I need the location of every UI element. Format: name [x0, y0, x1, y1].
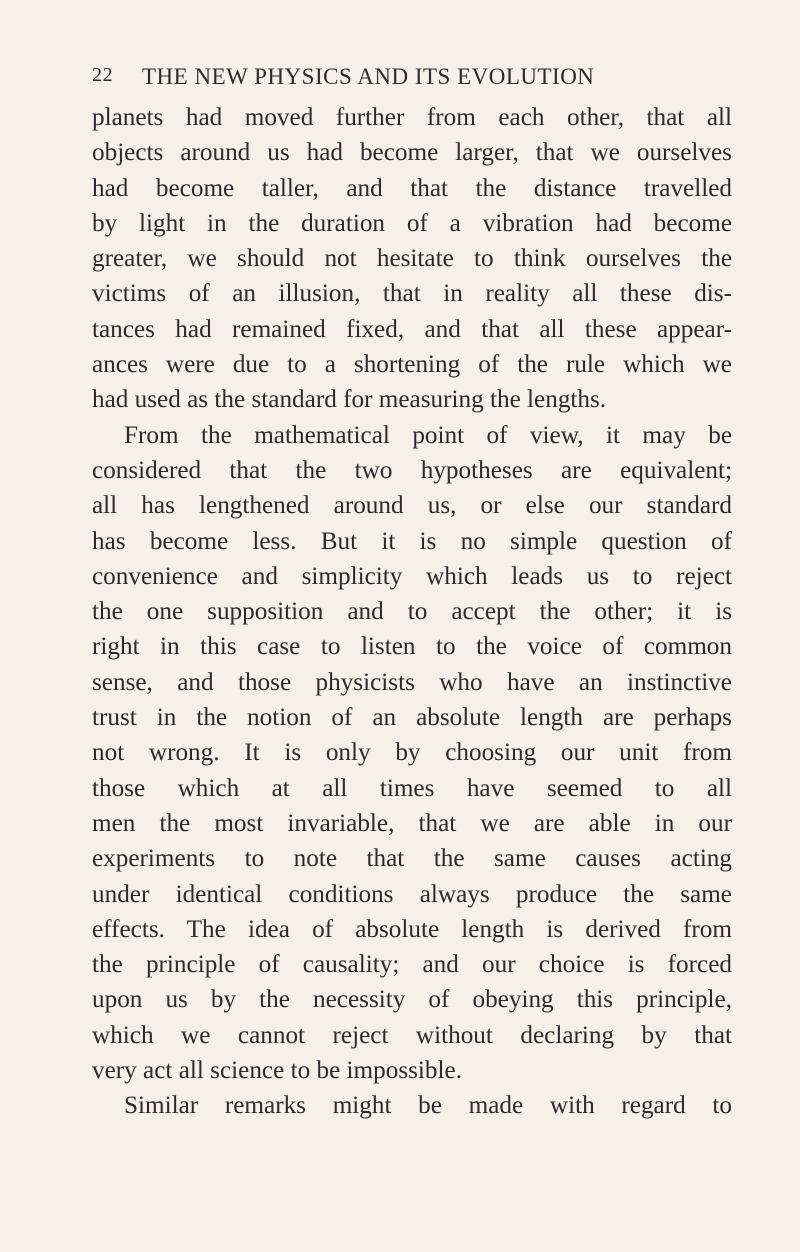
text-line: victims of an illusion, that in reality all these dis- [92, 280, 732, 308]
text-line: convenience and simplicity which leads us to reject [92, 562, 732, 590]
text-line: by light in the duration of a vibration had become [92, 209, 732, 237]
text-line: objects around us had become larger, that we ourselves [92, 139, 732, 167]
text-line: those which at all times have seemed to all [92, 774, 732, 802]
text-line: not wrong. It is only by choosing our unit from [92, 739, 732, 767]
paragraph-start-line: Similar remarks might be made with regard to [124, 1092, 732, 1120]
text-line: trust in the notion of an absolute length are perhaps [92, 704, 732, 732]
running-head [92, 64, 732, 94]
running-title: THE NEW PHYSICS AND ITS EVOLUTION [142, 64, 595, 89]
text-line: ances were due to a shortening of the rule which we [92, 351, 732, 379]
text-line: sense, and those physicists who have an instinctive [92, 668, 732, 696]
text-line: right in this case to listen to the voice of common [92, 633, 732, 661]
paragraph-start-line: From the mathematical point of view, it may be [124, 421, 732, 449]
page-number: 22 [92, 64, 114, 86]
text-line: had used as the standard for measuring the lengths. [92, 386, 607, 414]
text-line: has become less. But it is no simple question of [92, 527, 732, 555]
text-line: experiments to note that the same causes acting [92, 845, 732, 873]
text-line: men the most invariable, that we are able in our [92, 809, 732, 837]
text-line: tances had remained fixed, and that all these appear- [92, 315, 732, 343]
text-line: which we cannot reject without declaring by that [92, 1021, 732, 1049]
text-line: the one supposition and to accept the other; it is [92, 598, 732, 626]
text-line: upon us by the necessity of obeying this principle, [92, 986, 732, 1014]
text-line: planets had moved further from each other, that all [92, 104, 732, 131]
text-line: the principle of causality; and our choice is forced [92, 951, 732, 979]
text-line: under identical conditions always produce the same [92, 880, 732, 908]
text-line: very act all science to be impossible. [92, 1057, 462, 1085]
text-line: considered that the two hypotheses are equivalent; [92, 456, 732, 484]
text-line: effects. The idea of absolute length is derived from [92, 915, 732, 943]
text-line: greater, we should not hesitate to think ourselves the [92, 245, 732, 273]
body-text [92, 100, 732, 1124]
text-line: had become taller, and that the distance travelled [92, 174, 732, 202]
text-line: all has lengthened around us, or else our standard [92, 492, 732, 520]
